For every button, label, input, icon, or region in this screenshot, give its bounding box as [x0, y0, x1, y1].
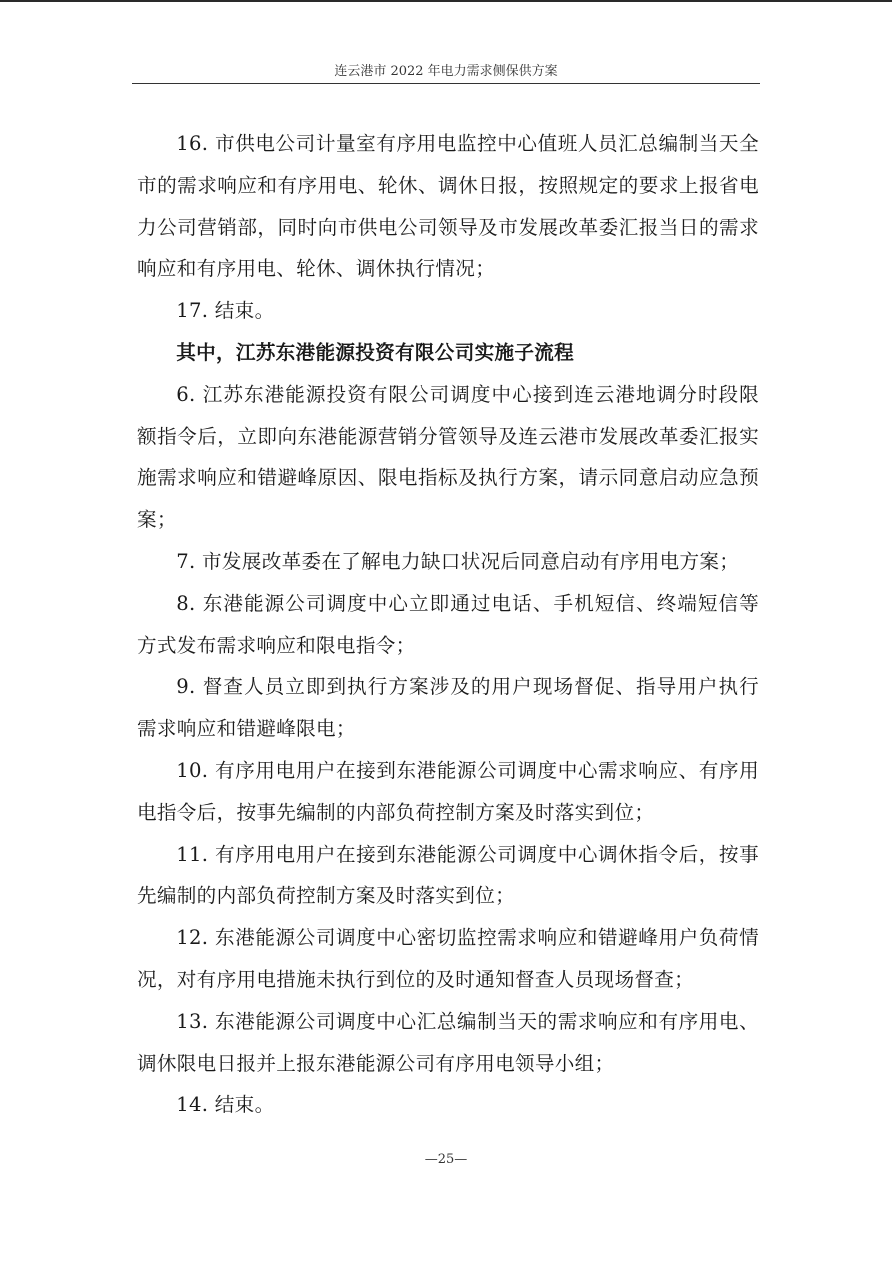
paragraph-step-11: 11. 有序用电用户在接到东港能源公司调度中心调休指令后，按事先编制的内部负荷控制方案及时落实到位；	[137, 842, 759, 908]
page-number: —25—	[424, 1152, 468, 1167]
running-header-title: 连云港市 2022 年电力需求侧保供方案	[334, 64, 558, 79]
paragraph-step-16: 16. 市供电公司计量室有序用电监控中心值班人员汇总编制当天全市的需求响应和有序用电、轮休、调休日报，按照规定的要求上报省电力公司营销部，同时向市供电公司领导及市发展改革委汇报当日的需求响应和有序用电、轮休、调休执行情况；	[137, 132, 759, 281]
paragraph-step-17: 17. 结束。	[176, 299, 275, 323]
page-top-border	[0, 0, 892, 2]
paragraph-step-14: 14. 结束。	[176, 1093, 275, 1117]
paragraph-step-8: 8. 东港能源公司调度中心立即通过电话、手机短信、终端短信等方式发布需求响应和限电指令；	[137, 591, 759, 657]
paragraph-step-10: 10. 有序用电用户在接到东港能源公司调度中心需求响应、有序用电指令后，按事先编制的内部负荷控制方案及时落实到位；	[137, 758, 759, 824]
paragraph-step-6: 6. 江苏东港能源投资有限公司调度中心接到连云港地调分时段限额指令后，立即向东港能源营销分管领导及连云港市发展改革委汇报实施需求响应和错避峰原因、限电指标及执行方案，请示同意启动应急预案；	[137, 382, 759, 532]
paragraph-step-12: 12. 东港能源公司调度中心密切监控需求响应和错避峰用户负荷情况，对有序用电措施未执行到位的及时通知督查人员现场督查；	[137, 926, 759, 991]
document-body	[137, 123, 759, 1126]
paragraph-step-13: 13. 东港能源公司调度中心汇总编制当天的需求响应和有序用电、调休限电日报并上报东港能源公司有序用电领导小组；	[137, 1009, 759, 1075]
header-divider	[132, 83, 760, 84]
paragraph-step-7: 7. 市发展改革委在了解电力缺口状况后同意启动有序用电方案；	[176, 549, 740, 573]
paragraph-step-9: 9. 督查人员立即到执行方案涉及的用户现场督促、指导用户执行需求响应和错避峰限电；	[137, 675, 759, 741]
section-heading: 其中，江苏东港能源投资有限公司实施子流程	[176, 340, 575, 364]
